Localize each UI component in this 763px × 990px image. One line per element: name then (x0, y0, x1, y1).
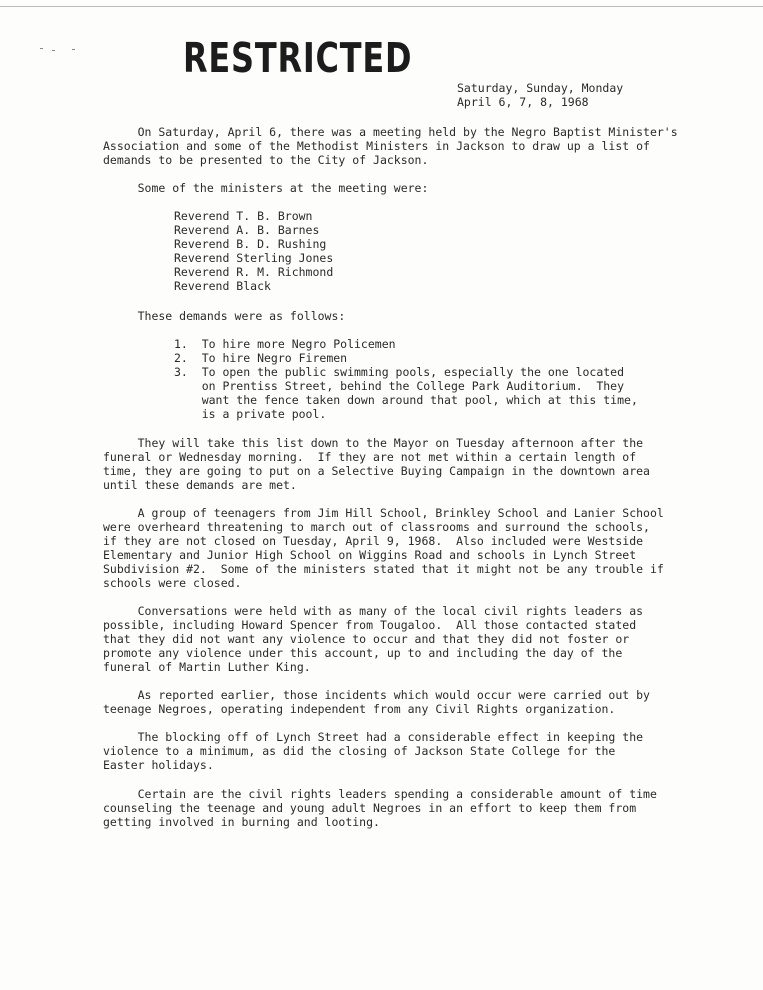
list-item: Reverend B. D. Rushing (174, 237, 327, 251)
date-header (457, 81, 623, 109)
text-line: getting involved in burning and looting. (103, 815, 380, 829)
text-line: promote any violence under this account, up to and including the day of the (103, 646, 623, 660)
text-line: A group of teenagers from Jim Hill School, Brinkley School and Lanier School (103, 506, 664, 520)
list-item: is a private pool. (174, 407, 327, 421)
list-item: Reverend T. B. Brown (174, 209, 313, 223)
text-line: violence to a minimum, as did the closing of Jackson State College for the (103, 744, 616, 758)
text-line: time, they are going to put on a Selective Buying Campaign in the downtown area (103, 464, 650, 478)
text-line: were overheard threatening to march out of classrooms and surround the schools, (103, 520, 650, 534)
text-line: schools were closed. (103, 576, 242, 590)
paragraph-mayor (103, 436, 650, 492)
text-line: Subdivision #2. Some of the ministers stated that it might not be any trouble if (103, 562, 664, 576)
paragraph-meeting (103, 125, 678, 167)
date-range: April 6, 7, 8, 1968 (457, 95, 589, 109)
text-line: On Saturday, April 6, there was a meeting held by the Negro Baptist Minister's (103, 125, 678, 139)
text-line: counseling the teenage and young adult Negroes in an effort to keep them from (103, 801, 637, 815)
text-line: Certain are the civil rights leaders spending a considerable amount of time (103, 787, 657, 801)
ministers-list (174, 209, 333, 293)
scan-speck (72, 49, 75, 50)
paragraph-lynch-street (103, 730, 643, 772)
list-item: Reverend Sterling Jones (174, 251, 334, 265)
text-line: Conversations were held with as many of the local civil rights leaders as (103, 604, 644, 618)
paragraph-teenagers (103, 506, 664, 590)
text-line: Easter holidays. (103, 758, 214, 772)
list-item: Reverend R. M. Richmond (174, 265, 334, 279)
list-item: on Prentiss Street, behind the College Park Auditorium. They (174, 379, 625, 393)
demands-list (174, 337, 638, 421)
text-line: They will take this list down to the Mayor on Tuesday afternoon after the (103, 436, 644, 450)
scan-edge-line (0, 6, 763, 7)
text-line: funeral or Wednesday morning. If they are not met within a certain length of (103, 450, 637, 464)
text-line: Association and some of the Methodist Ministers in Jackson to draw up a list of (103, 139, 650, 153)
text-line: demands to be presented to the City of Jackson. (103, 153, 429, 167)
restricted-stamp: RESTRICTED (183, 34, 413, 82)
paragraph-conversations (103, 604, 643, 674)
text-line: funeral of Martin Luther King. (103, 660, 311, 674)
text-line: if they are not closed on Tuesday, April 9, 1968. Also included were Westside (103, 534, 644, 548)
text-line: possible, including Howard Spencer from Tougaloo. All those contacted stated (103, 618, 637, 632)
paragraph-counseling (103, 787, 657, 829)
list-item: 1. To hire more Negro Policemen (174, 337, 396, 351)
text-line: Elementary and Junior High School on Wiggins Road and schools in Lynch Street (103, 548, 637, 562)
list-item: 3. To open the public swimming pools, especially the one located (174, 365, 625, 379)
text-line: The blocking off of Lynch Street had a considerable effect in keeping the (103, 730, 644, 744)
scan-speck (40, 48, 43, 49)
paragraph-incidents (103, 688, 650, 716)
demands-intro: These demands were as follows: (103, 309, 346, 323)
scan-speck (52, 50, 55, 51)
date-days: Saturday, Sunday, Monday (457, 81, 624, 95)
list-item: want the fence taken down around that pool, which at this time, (174, 393, 638, 407)
ministers-intro: Some of the ministers at the meeting were: (103, 181, 429, 195)
text-line: teenage Negroes, operating independent from any Civil Rights organization. (103, 702, 616, 716)
text-line: until these demands are met. (103, 478, 297, 492)
text-line: that they did not want any violence to occur and that they did not foster or (103, 632, 630, 646)
text-line: As reported earlier, those incidents which would occur were carried out by (103, 688, 650, 702)
list-item: Reverend Black (174, 279, 271, 293)
list-item: 2. To hire Negro Firemen (174, 351, 348, 365)
list-item: Reverend A. B. Barnes (174, 223, 320, 237)
